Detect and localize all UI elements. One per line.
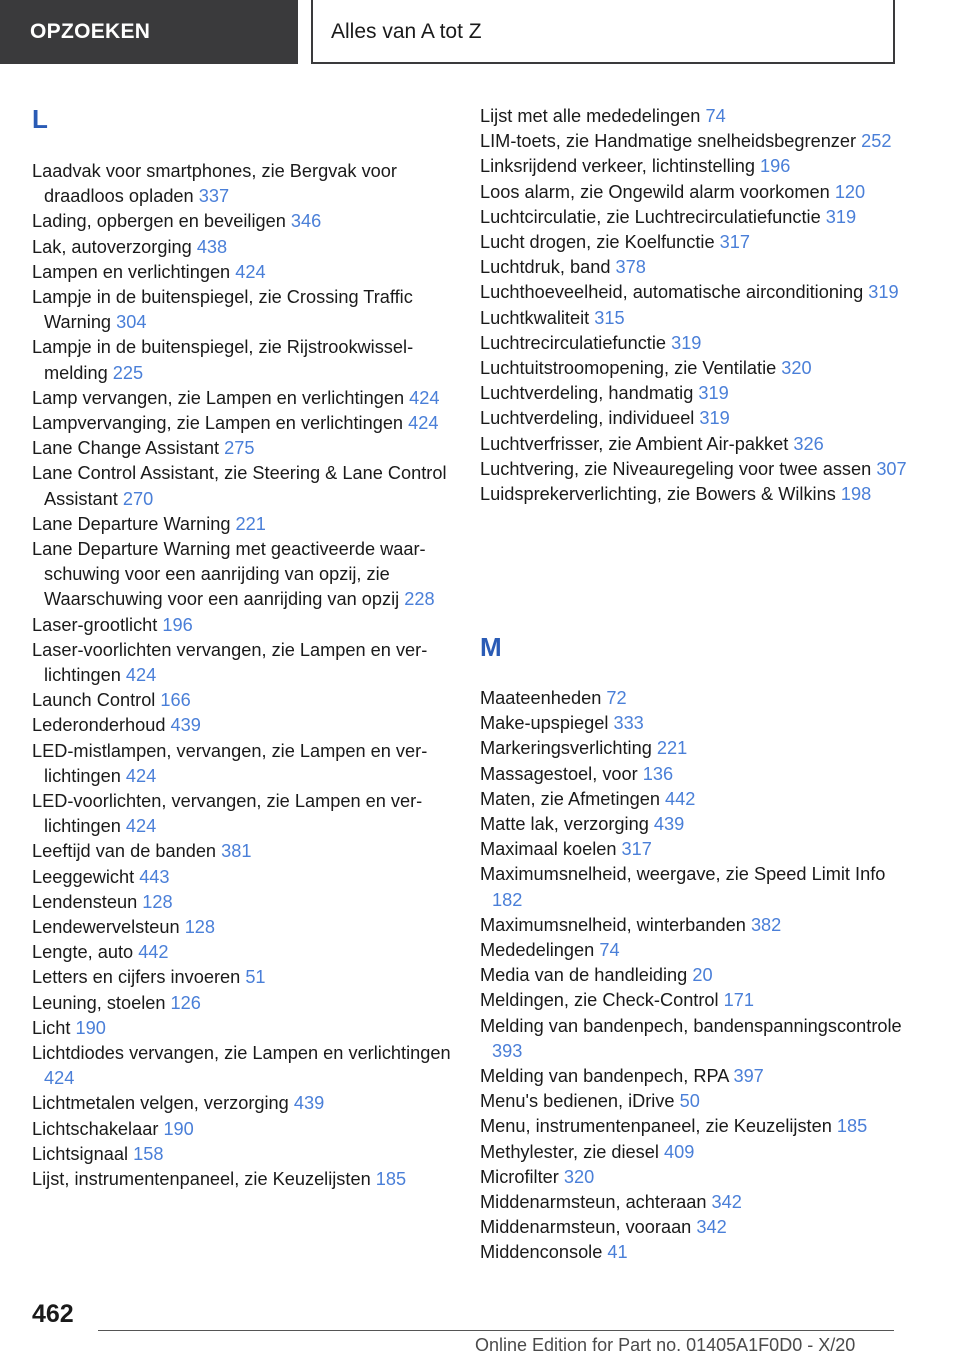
index-entry-text: Lane Departure Warning <box>32 513 236 534</box>
index-entry-text: Lampje in de buitenspiegel, zie Rijstrookwisselmelding <box>32 337 414 383</box>
index-entry <box>480 482 912 507</box>
page-reference-link[interactable]: 185 <box>836 1116 868 1137</box>
page-reference-link[interactable]: 342 <box>696 1217 727 1238</box>
index-entry <box>480 1064 912 1089</box>
index-entry <box>480 1114 912 1139</box>
section-title: Alles van A tot Z <box>311 0 895 64</box>
page-reference-link[interactable]: 221 <box>235 513 266 534</box>
index-entry <box>32 789 464 839</box>
page-reference-link[interactable]: 228 <box>404 589 435 610</box>
index-entry-text: Middenarmsteun, achteraan <box>480 1192 712 1212</box>
page-reference-link[interactable]: 50 <box>679 1091 700 1112</box>
page-reference-link[interactable]: 120 <box>834 181 866 202</box>
index-entry-text: Letters en cijfers invoeren <box>32 967 246 988</box>
index-entry <box>480 711 912 736</box>
index-entry-text: Media van de handleiding <box>480 965 693 986</box>
index-entry-text: Maximaal koelen <box>480 839 622 860</box>
index-entry <box>480 205 912 230</box>
index-entry <box>480 812 912 837</box>
index-entry-text: Lak, autoverzorging <box>32 236 197 257</box>
index-entry <box>480 736 912 761</box>
index-entry-text: Launch Control <box>32 690 161 711</box>
index-entry-text: Lane Departure Warning met geactiveerde waarschuwing voor een aanrijding van opzij, zie Waarschuwing voor een aanrijding van opzij <box>32 539 426 610</box>
index-entry <box>32 1167 464 1192</box>
index-entry <box>480 180 912 205</box>
index-entry <box>32 285 464 335</box>
page-reference-link[interactable]: 439 <box>293 1093 325 1114</box>
index-entry-text: Matte lak, verzorging <box>480 814 654 834</box>
index-entry <box>32 915 464 940</box>
page-reference-link[interactable]: 424 <box>125 765 157 786</box>
index-entry <box>480 280 912 305</box>
index-entry <box>480 381 912 406</box>
index-entry-text: Lampen en verlichtingen <box>32 261 236 282</box>
index-entry <box>480 129 912 154</box>
page-reference-link[interactable]: 74 <box>705 106 726 126</box>
section-tab[interactable]: OPZOEKEN <box>0 0 298 64</box>
index-entry-text: Lane Change Assistant <box>32 438 225 459</box>
index-entry <box>32 209 464 234</box>
page-reference-link[interactable]: 317 <box>719 232 750 252</box>
index-entry <box>480 913 912 938</box>
index-entry <box>32 839 464 864</box>
index-entry <box>480 331 912 356</box>
page-reference-link[interactable]: 397 <box>733 1066 764 1086</box>
index-entry <box>480 1089 912 1114</box>
page-reference-link[interactable]: 393 <box>492 1040 523 1061</box>
page-reference-link[interactable]: 190 <box>75 1017 106 1038</box>
page-reference-link[interactable]: 182 <box>492 889 523 910</box>
index-entry-text: Lamp vervangen, zie Lampen en verlichtingen <box>32 387 410 408</box>
page-reference-link[interactable]: 424 <box>125 665 157 685</box>
index-entry <box>480 862 912 912</box>
page-reference-link[interactable]: 346 <box>290 211 322 232</box>
index-entry <box>480 356 912 381</box>
index-entry-text: Luchtverdeling, handmatig <box>480 383 699 404</box>
index-entry <box>32 1142 464 1167</box>
index-entry-text: Lucht drogen, zie Koelfunctie <box>480 232 720 252</box>
index-entry-text: Menu's bedienen, iDrive <box>480 1091 680 1112</box>
page-reference-link[interactable]: 333 <box>613 713 644 734</box>
index-entry <box>32 991 464 1016</box>
index-entry-text: Meldingen, zie Check-Control <box>480 990 724 1011</box>
page-reference-link[interactable]: 225 <box>112 362 144 383</box>
index-letter-heading: L <box>32 104 48 134</box>
index-entry <box>32 159 464 209</box>
index-entry <box>32 638 464 688</box>
page-reference-link[interactable]: 304 <box>116 312 147 333</box>
index-entry <box>32 865 464 890</box>
page-reference-link[interactable]: 424 <box>125 816 157 837</box>
page-reference-link[interactable]: 442 <box>665 788 696 809</box>
index-entry <box>480 306 912 331</box>
index-entry-text: Licht <box>32 1017 76 1038</box>
index-entry-text: Methylester, zie diesel <box>480 1141 664 1162</box>
page-reference-link[interactable]: 41 <box>607 1242 628 1263</box>
index-entry-text: Lane Control Assistant, zie Steering & Lane Control Assistant <box>32 463 447 509</box>
index-entry-text: Maten, zie Afmetingen <box>480 788 666 809</box>
index-entry-text: Massagestoel, voor <box>480 763 643 784</box>
index-entry <box>32 739 464 789</box>
index-entry <box>32 688 464 713</box>
page-reference-link[interactable]: 337 <box>198 186 230 207</box>
index-entry-text: Lendewervelsteun <box>32 917 185 937</box>
index-entry <box>480 787 912 812</box>
index-entry-text: Lederonderhoud <box>32 715 171 736</box>
index-entry-text: Markeringsverlichting <box>480 738 657 759</box>
index-entry <box>32 940 464 965</box>
index-entry-text: Leeggewicht <box>32 866 140 887</box>
page-reference-link[interactable]: 196 <box>760 156 791 177</box>
index-entry <box>480 1190 912 1215</box>
index-entry-text: LED-mistlampen, vervangen, zie Lampen en verlichtingen <box>32 740 428 786</box>
index-entry <box>32 461 464 511</box>
index-entry <box>480 686 912 711</box>
index-entry-text: Luchtdruk, band <box>480 257 616 278</box>
index-entry <box>32 1091 464 1116</box>
index-entry <box>480 1165 912 1190</box>
index-entry-text: Linksrijdend verkeer, lichtinstelling <box>480 156 761 177</box>
index-entry-text: Luchtcirculatie, zie Luchtrecirculatiefunctie <box>480 206 826 227</box>
index-entry <box>32 335 464 385</box>
index-entry <box>480 837 912 862</box>
index-entry-text: Lichtmetalen velgen, verzorging <box>32 1093 294 1114</box>
page-reference-link[interactable]: 136 <box>642 763 674 784</box>
page-reference-link[interactable]: 320 <box>563 1166 595 1187</box>
index-entry <box>32 1117 464 1142</box>
page-reference-link[interactable]: 342 <box>711 1192 742 1212</box>
page-reference-link[interactable]: 439 <box>653 814 685 834</box>
index-entry-text: LIM-toets, zie Handmatige snelheidsbegrenzer <box>480 131 862 152</box>
index-entry-text: Lampvervanging, zie Lampen en verlichtingen <box>32 413 409 433</box>
page-reference-link[interactable]: 443 <box>139 866 170 887</box>
index-entry-text: Leuning, stoelen <box>32 992 171 1013</box>
page-reference-link[interactable]: 326 <box>793 433 824 454</box>
index-entry <box>480 1240 912 1265</box>
page-reference-link[interactable]: 409 <box>663 1141 695 1162</box>
index-entry <box>480 988 912 1013</box>
index-entry-text: Luchtverfrisser, zie Ambient Air-pakket <box>480 433 794 454</box>
index-entry <box>32 260 464 285</box>
page-reference-link[interactable]: 319 <box>671 332 702 353</box>
index-entry-text: Luchtverdeling, individueel <box>480 408 700 429</box>
index-entry-text: Lading, opbergen en beveiligen <box>32 211 291 232</box>
index-entry <box>32 613 464 638</box>
index-entry <box>32 537 464 613</box>
page-reference-link[interactable]: 74 <box>599 940 620 960</box>
page-reference-link[interactable]: 320 <box>781 358 812 378</box>
page-reference-link[interactable]: 319 <box>825 206 857 227</box>
index-entry <box>32 235 464 260</box>
page-header <box>0 0 960 66</box>
page-reference-link[interactable]: 315 <box>594 307 625 328</box>
index-entry-text: Maximumsnelheid, weergave, zie Speed Limit Info <box>480 864 886 885</box>
index-entry-text: Make-upspiegel <box>480 713 614 734</box>
page-reference-link[interactable]: 319 <box>698 383 729 404</box>
page-reference-link[interactable]: 185 <box>375 1169 407 1189</box>
index-entry <box>480 1140 912 1165</box>
index-entry <box>480 154 912 179</box>
index-entry <box>480 1014 912 1064</box>
index-entry <box>32 386 464 411</box>
index-entry-text: Lampje in de buitenspiegel, zie Crossing Traffic Warning <box>32 287 413 333</box>
footer-divider <box>98 1330 894 1331</box>
page-reference-link[interactable]: 378 <box>615 257 646 278</box>
index-entry <box>480 255 912 280</box>
page-reference-link[interactable]: 438 <box>196 236 228 257</box>
index-entry-text: Lichtdiodes vervangen, zie Lampen en verlichtingen <box>32 1043 451 1063</box>
index-entry <box>32 713 464 738</box>
index-letter-heading: M <box>480 632 502 662</box>
page-reference-link[interactable]: 126 <box>170 992 201 1013</box>
index-entry <box>480 938 912 963</box>
page-reference-link[interactable]: 51 <box>245 967 266 988</box>
page-reference-link[interactable]: 439 <box>170 715 201 736</box>
page-reference-link[interactable]: 128 <box>184 917 216 937</box>
index-entry <box>480 432 912 457</box>
index-entry <box>32 436 464 461</box>
index-entry-text: Luchtvering, zie Niveauregeling voor twee assen <box>480 458 877 479</box>
index-entry <box>32 411 464 436</box>
index-entry-text: Lichtsignaal <box>32 1143 134 1164</box>
index-entry <box>480 963 912 988</box>
index-entry-text: Microfilter <box>480 1166 564 1187</box>
index-entry-text: Laser-voorlichten vervangen, zie Lampen en verlichtingen <box>32 639 428 685</box>
index-entry-text: Leeftijd van de banden <box>32 841 222 862</box>
page-reference-link[interactable]: 72 <box>606 688 627 708</box>
index-entry-text: Melding van bandenpech, RPA <box>480 1066 734 1086</box>
index-entry-text: Luchtkwaliteit <box>480 307 595 328</box>
page-reference-link[interactable]: 424 <box>44 1068 75 1089</box>
index-entry-text: Luidsprekerverlichting, zie Bowers & Wilkins <box>480 484 841 504</box>
index-entry <box>32 965 464 990</box>
edition-note: Online Edition for Part no. 01405A1F0D0 - X/20 <box>475 1335 856 1355</box>
index-entry <box>32 1041 464 1091</box>
page-reference-link[interactable]: 317 <box>621 839 652 860</box>
index-entry-text: Lichtschakelaar <box>32 1118 164 1139</box>
index-entry-text: Laser-grootlicht <box>32 614 163 635</box>
page-reference-link[interactable]: 442 <box>138 942 169 963</box>
index-entry-text: LED-voorlichten, vervangen, zie Lampen en verlichtingen <box>32 791 423 837</box>
page-reference-link[interactable]: 424 <box>409 387 440 408</box>
index-entry-text: Middenconsole <box>480 1242 608 1263</box>
index-entry-text: Luchthoeveelheid, automatische airconditioning <box>480 282 869 303</box>
index-entry-text: Lijst met alle mededelingen <box>480 106 706 126</box>
index-entry-text: Lijst, instrumentenpaneel, zie Keuzelijsten <box>32 1169 376 1189</box>
page-reference-link[interactable]: 196 <box>162 614 193 635</box>
index-entry-text: Menu, instrumentenpaneel, zie Keuzelijsten <box>480 1116 837 1137</box>
index-entry-text: Melding van bandenpech, bandenspanningscontrole <box>480 1015 902 1036</box>
page-reference-link[interactable]: 307 <box>876 458 907 479</box>
page-reference-link[interactable]: 158 <box>133 1143 164 1164</box>
index-entry <box>32 1016 464 1041</box>
page-reference-link[interactable]: 221 <box>656 738 688 759</box>
index-entry <box>480 230 912 255</box>
index-entry-text: Lendensteun <box>32 891 143 912</box>
page-reference-link[interactable]: 252 <box>861 131 892 152</box>
index-entry <box>480 1215 912 1240</box>
index-entry <box>480 457 912 482</box>
page-reference-link[interactable]: 382 <box>750 914 782 935</box>
index-entry-text: Loos alarm, zie Ongewild alarm voorkomen <box>480 181 835 202</box>
index-entry-text: Luchtrecirculatiefunctie <box>480 332 672 353</box>
page-reference-link[interactable]: 166 <box>160 690 191 711</box>
index-entry <box>480 762 912 787</box>
page-reference-link[interactable]: 128 <box>142 891 173 912</box>
page-reference-link[interactable]: 424 <box>235 261 266 282</box>
index-entry-text: Luchtuitstroomopening, zie Ventilatie <box>480 358 782 378</box>
page-reference-link[interactable]: 171 <box>723 990 754 1011</box>
index-entry-text: Maximumsnelheid, winterbanden <box>480 914 751 935</box>
page-reference-link[interactable]: 381 <box>221 841 252 862</box>
index-entry-text: Maateenheden <box>480 688 607 708</box>
page-reference-link[interactable]: 275 <box>224 438 255 459</box>
index-entry-text: Middenarmsteun, vooraan <box>480 1217 697 1238</box>
page-reference-link[interactable]: 198 <box>840 484 872 504</box>
page-reference-link[interactable]: 319 <box>868 282 899 303</box>
page-reference-link[interactable]: 20 <box>692 965 713 986</box>
page-reference-link[interactable]: 319 <box>699 408 730 429</box>
index-entry <box>480 406 912 431</box>
index-entry <box>32 890 464 915</box>
index-entry-text: Lengte, auto <box>32 942 139 963</box>
index-entry-text: Laadvak voor smartphones, zie Bergvak voor draadloos opladen <box>32 161 397 207</box>
page-reference-link[interactable]: 190 <box>163 1118 194 1139</box>
index-entry-text: Mededelingen <box>480 940 600 960</box>
page-reference-link[interactable]: 270 <box>122 488 154 509</box>
index-entry <box>32 512 464 537</box>
page-reference-link[interactable]: 424 <box>408 413 439 433</box>
index-entry <box>480 104 912 129</box>
page-number: 462 <box>32 1300 74 1328</box>
